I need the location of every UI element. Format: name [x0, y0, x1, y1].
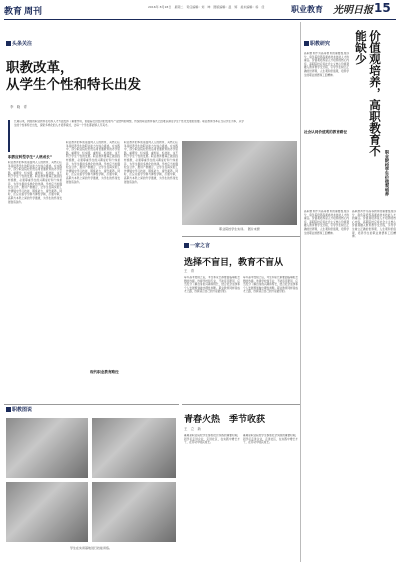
lead-paragraph: 长期以来，我国的职业教育在培养人才方面发挥了重要作用，但随着社会经济的发展与产业结构的调整，传统的职业教育模式已经难以满足学生个性化发展的需要。职业教育改革应当以学生为本，从学生的个性和特长出发，探索多样化的人才培养模式，让每一个学生都能够人尽其才。: [8, 120, 244, 152]
gallery-photo: [92, 482, 176, 542]
section-tag: 职教图说: [6, 406, 32, 413]
feature-photo: [182, 141, 297, 225]
side-title: 职业院校学生价值观培养: [385, 150, 390, 197]
column-divider: [300, 22, 301, 562]
article-column: 暑期是职业院校学生参加社会实践的重要时期，同学们走进企业、走进社区，在实践中增长才干，在劳动中收获成长。: [184, 434, 240, 445]
section-tag: 头条关注: [6, 40, 32, 47]
article-title: 选择不盲目，教育不盲从: [184, 258, 284, 268]
gallery-caption: 学生在实训基地进行技能训练。: [69, 546, 112, 550]
section-rule: [182, 236, 300, 237]
tag-square-icon: [6, 41, 11, 46]
subheading: 现代职业教育路径: [90, 370, 119, 374]
subheading: 社会认同价值观的教育路径: [304, 130, 348, 134]
article-column: 每年高考放榜之后，考生和家长都要面临填报志愿的选择。选择学校和专业，不能盲目跟风，应当充分了解自身的兴趣和特长，结合社会需求和个人发展规划做出理性判断。职业教育同样是成才之路，选择适合自己的才是最好的。: [243, 276, 298, 294]
article-column: 每年高考放榜之后，考生和家长都要面临填报志愿的选择。选择学校和专业，不能盲目跟风，应当充分了解自身的兴趣和特长，结合社会需求和个人发展规划做出理性判断。职业教育同样是成才之路，选择适合自己的才是最好的。: [184, 276, 240, 294]
page-number: 15: [374, 1, 391, 15]
brand-label: 教育: [4, 7, 23, 17]
page-header: [0, 0, 400, 20]
section-rule: [182, 404, 300, 405]
issue-meta: 2016年 8月18日 星期二 责任编辑：刘 坤 图版编辑：温 婷 美术编辑：杨 佳: [148, 5, 265, 9]
header-rule: [4, 19, 396, 20]
section-title: 职业教育: [291, 5, 323, 14]
subheading: 职教应转型学生“人格成长”: [8, 155, 53, 159]
gallery-photo: [6, 418, 88, 478]
article-column: 高职教育作为高等教育的重要组成部分，肩负着培养高素质技术技能人才的重任。价值观培养是人才培养的核心内容，高职院校应将社会主义核心价值观融入教育教学全过程，引导学生树立正确的世界观、人生观和价值观，培养学生的职业道德和工匠精神。: [304, 210, 349, 235]
section-rule: [4, 404, 179, 405]
newspaper-logo: 光明日报: [333, 5, 373, 16]
byline: 王 立 新: [184, 427, 201, 431]
gallery-photo: [6, 482, 88, 542]
tag-square-icon: [6, 407, 11, 412]
byline: 李 晓 青: [10, 105, 27, 109]
photo-caption: 职业院校学生实训。 图片来源: [219, 227, 260, 231]
article-column: 职业教育的本质是面向人人的教育，其核心任务是培养学生的职业能力与综合素质。在实践中，部分职业院校仍然沿用普通教育的办学思路，重理论、轻实践，重知识、轻技能，这不利于学生个性的发展。职业教育要真正做到因材施教，必须尊重学生的兴趣爱好和个体差异，为学生提供多样化的选择。学校应当加强校企合作，推进产教融合，让学生在真实的工作情境中学习技能、锻炼能力、提升素养。同时，还应完善学分制与弹性学制，打通中职、高职与本科之间的升学通道，为学生的终身发展创造条件。: [8, 161, 62, 204]
byline: 王 青: [184, 269, 195, 273]
section-tag: 职教研究: [304, 40, 330, 47]
tag-square-icon: [304, 41, 309, 46]
article-column: 暑期是职业院校学生参加社会实践的重要时期，同学们走进企业、走进社区，在实践中增长才干，在劳动中收获成长。: [243, 434, 298, 445]
headline: 职教改革， 从学生个性和特长出发: [6, 60, 141, 93]
tag-square-icon: [184, 243, 189, 248]
article-column: 高职教育作为高等教育的重要组成部分，肩负着培养高素质技术技能人才的重任。价值观培养是人才培养的核心内容，高职院校应将社会主义核心价值观融入教育教学全过程，引导学生树立正确的世界观、人生观和价值观，培养学生的职业道德和工匠精神。: [352, 210, 396, 239]
article-column: 职业教育的本质是面向人人的教育，其核心任务是培养学生的职业能力与综合素质。在实践中，部分职业院校仍然沿用普通教育的办学思路，重理论、轻实践，重知识、轻技能，这不利于学生个性的发展。职业教育要真正做到因材施教，必须尊重学生的兴趣爱好和个体差异，为学生提供多样化的选择。学校应当加强校企合作，推进产教融合，让学生在真实的工作情境中学习技能、锻炼能力、提升素养。同时，还应完善学分制与弹性学制，打通中职、高职与本科之间的升学通道，为学生的终身发展创造条件。: [66, 141, 120, 184]
vertical-headline: 价值观培养，高职教育不能缺少: [354, 30, 382, 157]
gallery-photo: [92, 418, 176, 478]
section-tag: 一家之言: [184, 242, 210, 249]
article-column: 职业教育的本质是面向人人的教育，其核心任务是培养学生的职业能力与综合素质。在实践中，部分职业院校仍然沿用普通教育的办学思路，重理论、轻实践，重知识、轻技能，这不利于学生个性的发展。职业教育要真正做到因材施教，必须尊重学生的兴趣爱好和个体差异，为学生提供多样化的选择。学校应当加强校企合作，推进产教融合，让学生在真实的工作情境中学习技能、锻炼能力、提升素养。同时，还应完善学分制与弹性学制，打通中职、高职与本科之间的升学通道，为学生的终身发展创造条件。: [124, 141, 178, 184]
weekly-label: 周刊: [24, 7, 43, 17]
article-column: 高职教育作为高等教育的重要组成部分，肩负着培养高素质技术技能人才的重任。价值观培养是人才培养的核心内容，高职院校应将社会主义核心价值观融入教育教学全过程，引导学生树立正确的世界观、人生观和价值观，培养学生的职业道德和工匠精神。: [304, 52, 349, 77]
article-title: 青春火热 季节收获: [184, 415, 266, 425]
